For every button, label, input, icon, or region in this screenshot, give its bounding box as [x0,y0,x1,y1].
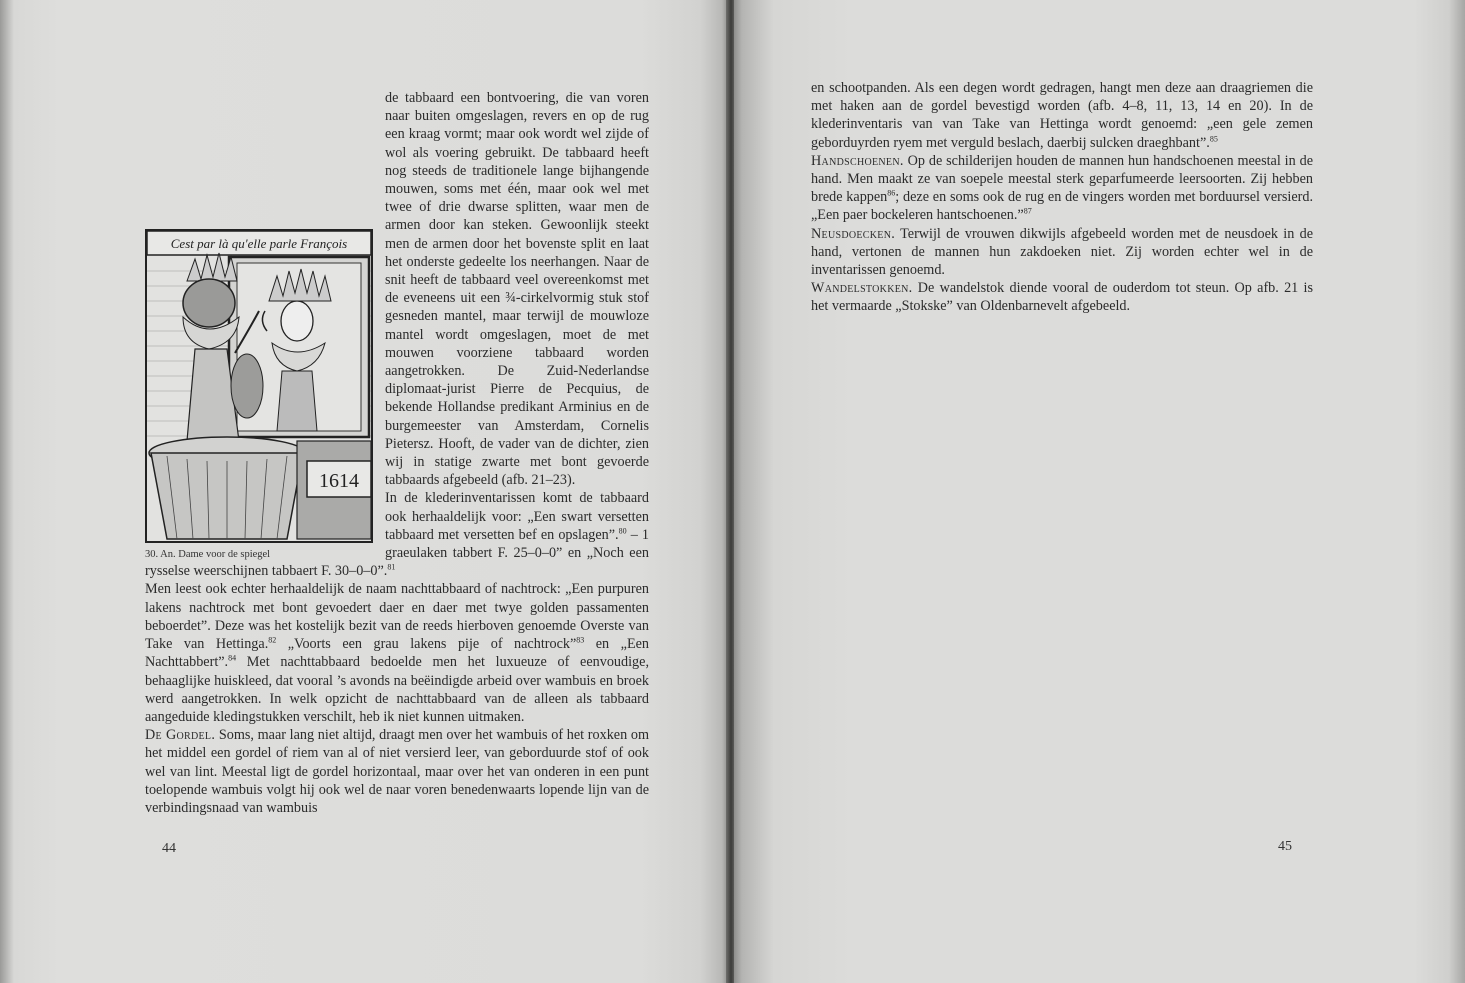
wandelstokken-heading: Wandelstokken. [811,280,913,297]
figure-banner-text: Cest par là qu'elle parle François [170,236,348,251]
right-paragraph-neusdoecken: Neusdoecken. Terwijl de vrouwen dikwijls afgebeeld worden met de neusdoek in de hand, vertonen de mannen hun zakdoeken niet. Zij worden echter wel in de inventarissen genoemd. [811,225,1313,279]
engraving-figure [145,229,373,543]
right-paragraph-wandelstokken: Wandelstokken. De wandelstok diende vooral de ouderdom tot steun. Op afb. 21 is het vermaarde „Stokske” van Oldenbarnevelt afgebeeld. [811,280,1313,315]
footnote-83: 83 [576,635,585,645]
footnote-87: 87 [1023,206,1032,216]
right-paragraph-handschoenen: Handschoenen. Op de schilderijen houden de mannen hun handschoenen meestal in de hand. Men maakt ze van soepele meestal sterk geparfumeerde leersoorten. Zij hebben brede kappen$^{86}$; deze en soms ook de rug en de vingers worden met borduursel versierd. „Een paer bockeleren hantschoenen.”$^{87}$ [811,152,1313,224]
neusdoecken-heading: Neusdoecken. [811,225,896,242]
footnote-80: 80 [618,526,627,536]
footnote-86: 86 [887,188,896,198]
footnote-82: 82 [268,635,277,645]
figure-year: 1614 [319,470,359,492]
page-number-left: 44 [162,841,176,856]
right-page [734,0,1465,983]
footnote-84: 84 [228,653,237,663]
engraving-illustration [147,231,371,541]
right-paragraph-gordel-cont: en schootpanden. Als een degen wordt gedragen, hangt men deze aan draagriemen die met haken aan de gordel bevestigd worden (afb. 4–8, 11, 13, 14 en 20). In de klederinventaris van van Take van Hettinga wordt genoemd: „een gele zemen geborduyrden ryem met verguld beslach, daerbij sulcken draeghbant”.$^{85}$ [811,80,1313,151]
left-paragraph-tabbaard: de tabbaard een bontvoering, die van voren naar buiten omgeslagen, revers en op de rug een kraag vormt; maar ook wordt wel zijde of wol als voering gebruikt. De tabbaard heeft nog steeds de traditionele lange bijhangende mouwen, soms met één, maar ook wel met twee of drie dwarse splitten, waar men de armen door kan steken. Gewoonlijk steekt men de armen door het bovenste split en laat het onderste gedeelte los neerhangen. Naar de snit heeft de tabbaard veel overeenkomst met de eveneens uit een ¾-cirkelvormig stuk stof gesneden mantel, maar terwijl de mouwloze mantel wordt omgeslagen, moet de met mouwen voorziene tabbaard worden aangetrokken. De Zuid-Nederlandse diplomaat-jurist Pierre de Pecquius, de bekende Hollandse predikant Arminius en de burgemeester van Amsterdam, Cornelis Pietersz. Hooft, de vader van de dichter, zien wij in statige zwarte met bont gevoerde tabbaards afgebeeld (afb. 21–23). [385,90,649,489]
left-paragraph-nachttabbaard: Men leest ook echter herhaaldelijk de naam nachttabbaard of nachtrock: „Een purpuren lakens nachtrock met bont gevoedert daer en daer met twye golden passamenten beboerdet”. Deze was het kostelijk bezit van de reeds hierboven genoemde Overste van Take van Hettinga.$^{82}$ „Voorts een grau lakens pije of nachtrock”$^{83}$ en „Een Nachttabbert”.$^{84}$ Met nachttabbaard bedoelde men het luxueuze of eenvoudige, behaaglijke huiskleed, dat vooral ’s avonds na beëindigde arbeid over wambuis en broek werd aangetrokken. In welk opzicht de nachttabbaard van de alleen als tabbaard aangeduide kledingstukken verschilt, heb ik niet kunnen uitmaken. [145,581,649,725]
gordel-heading: De Gordel. [145,727,216,744]
handschoenen-heading: Handschoenen. [811,152,904,169]
left-paragraph-inventarissen: In de klederinventarissen komt de tabbaard ook herhaaldelijk voor: „Een swart versetten tabbaard met versetten bef en opslagen”.$^{80}$ – 1 graeulaken tabbert F. 25–0–0” en „Noch een rysselse weerschijnen tabbaert F. 30–0–0”.$^{81}$ [145,490,649,580]
footnote-81: 81 [387,562,396,572]
right-page-text [811,79,1313,316]
figure-caption: 30. An. Dame voor de spiegel [145,549,271,560]
page-number-right: 45 [1278,839,1292,854]
footnote-85: 85 [1209,133,1218,143]
left-paragraph-gordel: De Gordel. Soms, maar lang niet altijd, draagt men over het wambuis of het roxken om het middel een gordel of riem van al of niet versierd leer, van geborduurde stof of ook wel van lint. Meestal ligt de gordel horizontaal, maar over het van onderen in een punt toelopende wambuis volgt hij ook wel de naar voren benedenwaarts lopende lijn van de verbindingsnaad van wambuis [145,727,649,816]
